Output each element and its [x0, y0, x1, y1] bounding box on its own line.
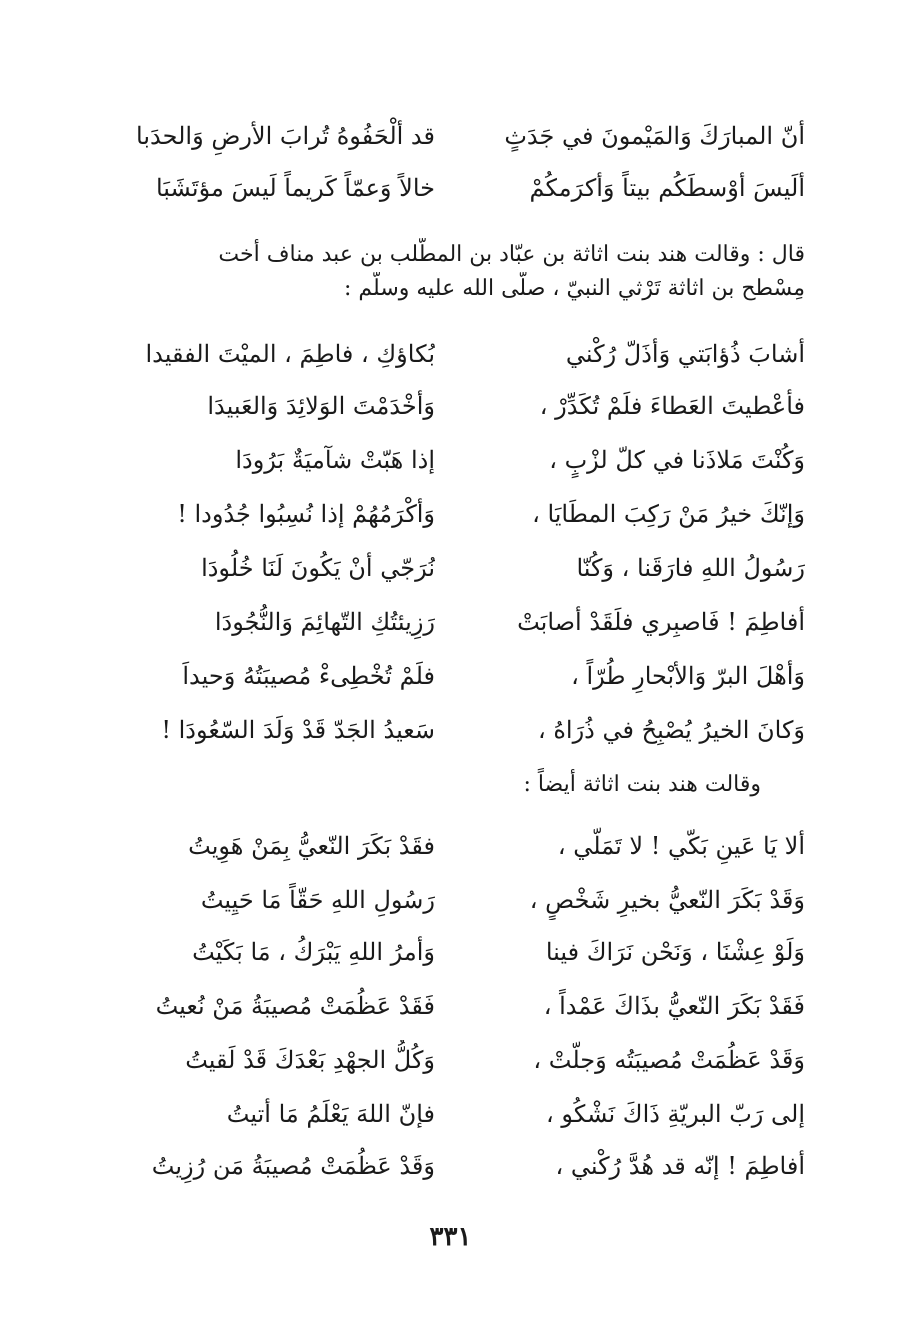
hemistich-second: فَقَدْ عَظُمَتْ مُصيبَةُ مَنْ نُعيتُ	[155, 992, 435, 1020]
poem2-verse-3	[95, 932, 805, 972]
verse-top-1	[95, 116, 805, 156]
hemistich-second: بُكاؤكِ ، فاطِمَ ، الميْتَ الفقيدا	[145, 340, 435, 368]
hemistich-first: وَكُنْتَ مَلاذَنا في كلّ لزْبٍ ،	[549, 446, 805, 474]
poem1-verse-3	[95, 440, 805, 480]
hemistich-second: نُرَجّي أنْ يَكُونَ لَنَا خُلُودَا	[201, 554, 435, 582]
hemistich-first: ألا يَا عَينِ بَكّي ! لا تَمَلّي ،	[557, 832, 805, 860]
hemistich-second: فإنّ اللهَ يَعْلَمُ مَا أتيتُ	[226, 1100, 435, 1128]
hemistich-first: رَسُولُ اللهِ فارَقَنا ، وَكُنّا	[576, 554, 805, 582]
poem1-verse-4	[95, 494, 805, 534]
hemistich-first: وَكانَ الخيرُ يُصْبِحُ في ذُرَاهُ ،	[537, 716, 805, 744]
intro-line-2: مِسْطح بن اثاثة تَرْثي النبيّ ، صلّى الله عليه وسلّم :	[343, 276, 805, 301]
hemistich-first: وَلَوْ عِشْنَا ، وَنَحْن نَرَاكَ فينا	[545, 938, 805, 966]
poem1-verse-1	[95, 334, 805, 374]
poem2-verse-6	[95, 1094, 805, 1134]
hemistich-first: وَقَدْ عَظُمَتْ مُصيبَتُه وَجلّتْ ،	[533, 1046, 805, 1074]
hemistich-second: إذا هَبّتْ شآميَةٌ بَرُودَا	[235, 446, 435, 474]
hemistich-second: فلَمْ تُخْطِىءْ مُصيبَتُهُ وَحيداَ	[182, 662, 435, 690]
poem2-verse-2	[95, 880, 805, 920]
intro-line-1: قال : وقالت هند بنت اثاثة بن عبّاد بن المطّلب بن عبد مناف أخت	[218, 242, 805, 267]
hemistich-first: أفاطِمَ ! إنّه قد هُدَّ رُكْني ،	[555, 1152, 805, 1180]
page-number: ٣٣١	[429, 1222, 472, 1252]
verse-top-2	[95, 168, 805, 208]
hemistich-first: وَقَدْ بَكَرَ النّعيُّ بخيرِ شَخْصٍ ،	[529, 886, 805, 914]
hemistich-first: وَأهْلَ البرّ وَالأبْحارِ طُرّاً ،	[571, 662, 805, 690]
poem2-verse-5	[95, 1040, 805, 1080]
hemistich-second: وَأكْرَمُهُمْ إذا نُسِبُوا جُدُودا !	[177, 500, 435, 528]
hemistich-second: رَزِيئتُكِ التّهائِمَ وَالنُّجُودَا	[214, 608, 435, 636]
hemistich-first: وَإنّكَ خيرُ مَنْ رَكِبَ المطَايَا ،	[532, 500, 805, 528]
hemistich-first: إلى رَبّ البريّةِ ذَاكَ نَشْكُو ،	[546, 1100, 805, 1128]
poem1-verse-2	[95, 386, 805, 426]
hemistich-second: وَأخْدَمْتَ الوَلائِدَ وَالعَبيدَا	[207, 392, 435, 420]
hemistich-second: وَأمرُ اللهِ يَبْرَكُ ، مَا بَكَيْتُ	[192, 938, 435, 966]
intro-paragraph	[95, 238, 805, 306]
poem1-verse-6	[95, 602, 805, 642]
hemistich-second: رَسُولِ اللهِ حَقّاً مَا حَيِيتُ	[200, 886, 435, 914]
hemistich-first: أنّ المبارَكَ وَالمَيْمونَ في جَدَثٍ	[504, 122, 805, 150]
hemistich-second: خالاً وَعمّاً كَريماً لَيسَ مؤتَشَبَا	[155, 174, 435, 202]
hemistich-first: أفاطِمَ ! فَاصبِري فلَقَدْ أصابَتْ	[517, 608, 805, 636]
hemistich-first: ألَيسَ أوْسطَكُم بيتاً وَأكرَمكُمْ	[529, 174, 805, 202]
poem2-verse-4	[95, 986, 805, 1026]
poem2-verse-7	[95, 1146, 805, 1186]
hemistich-first: أشابَ ذُؤابَتي وَأذَلّ رُكْني	[565, 340, 805, 368]
hemistich-second: وَكُلُّ الجهْدِ بَعْدَكَ قَدْ لَقيتُ	[185, 1046, 435, 1074]
hemistich-second: فقَدْ بَكَرَ النّعيُّ بِمَنْ هَوِيتُ	[188, 832, 435, 860]
hemistich-first: فَقَدْ بَكَرَ النّعيُّ بذَاكَ عَمْداً ،	[543, 992, 805, 1020]
poem1-verse-7	[95, 656, 805, 696]
hemistich-second: قد ألْحَفُوهُ تُرابَ الأرضِ وَالحدَبا	[136, 122, 435, 150]
hemistich-first: فأعْطيتَ العَطاءَ فلَمْ تُكَدِّرْ ،	[539, 392, 805, 420]
poem1-verse-5	[95, 548, 805, 588]
poem1-verse-8	[95, 710, 805, 750]
hemistich-second: سَعيدُ الجَدّ قَدْ وَلَدَ السّعُودَا !	[161, 716, 435, 744]
section-heading: وقالت هند بنت اثاثة أيضاً :	[523, 772, 761, 797]
poem2-verse-1	[95, 826, 805, 866]
hemistich-second: وَقَدْ عَظُمَتْ مُصيبَةُ مَن رُزِيتُ	[151, 1152, 435, 1180]
